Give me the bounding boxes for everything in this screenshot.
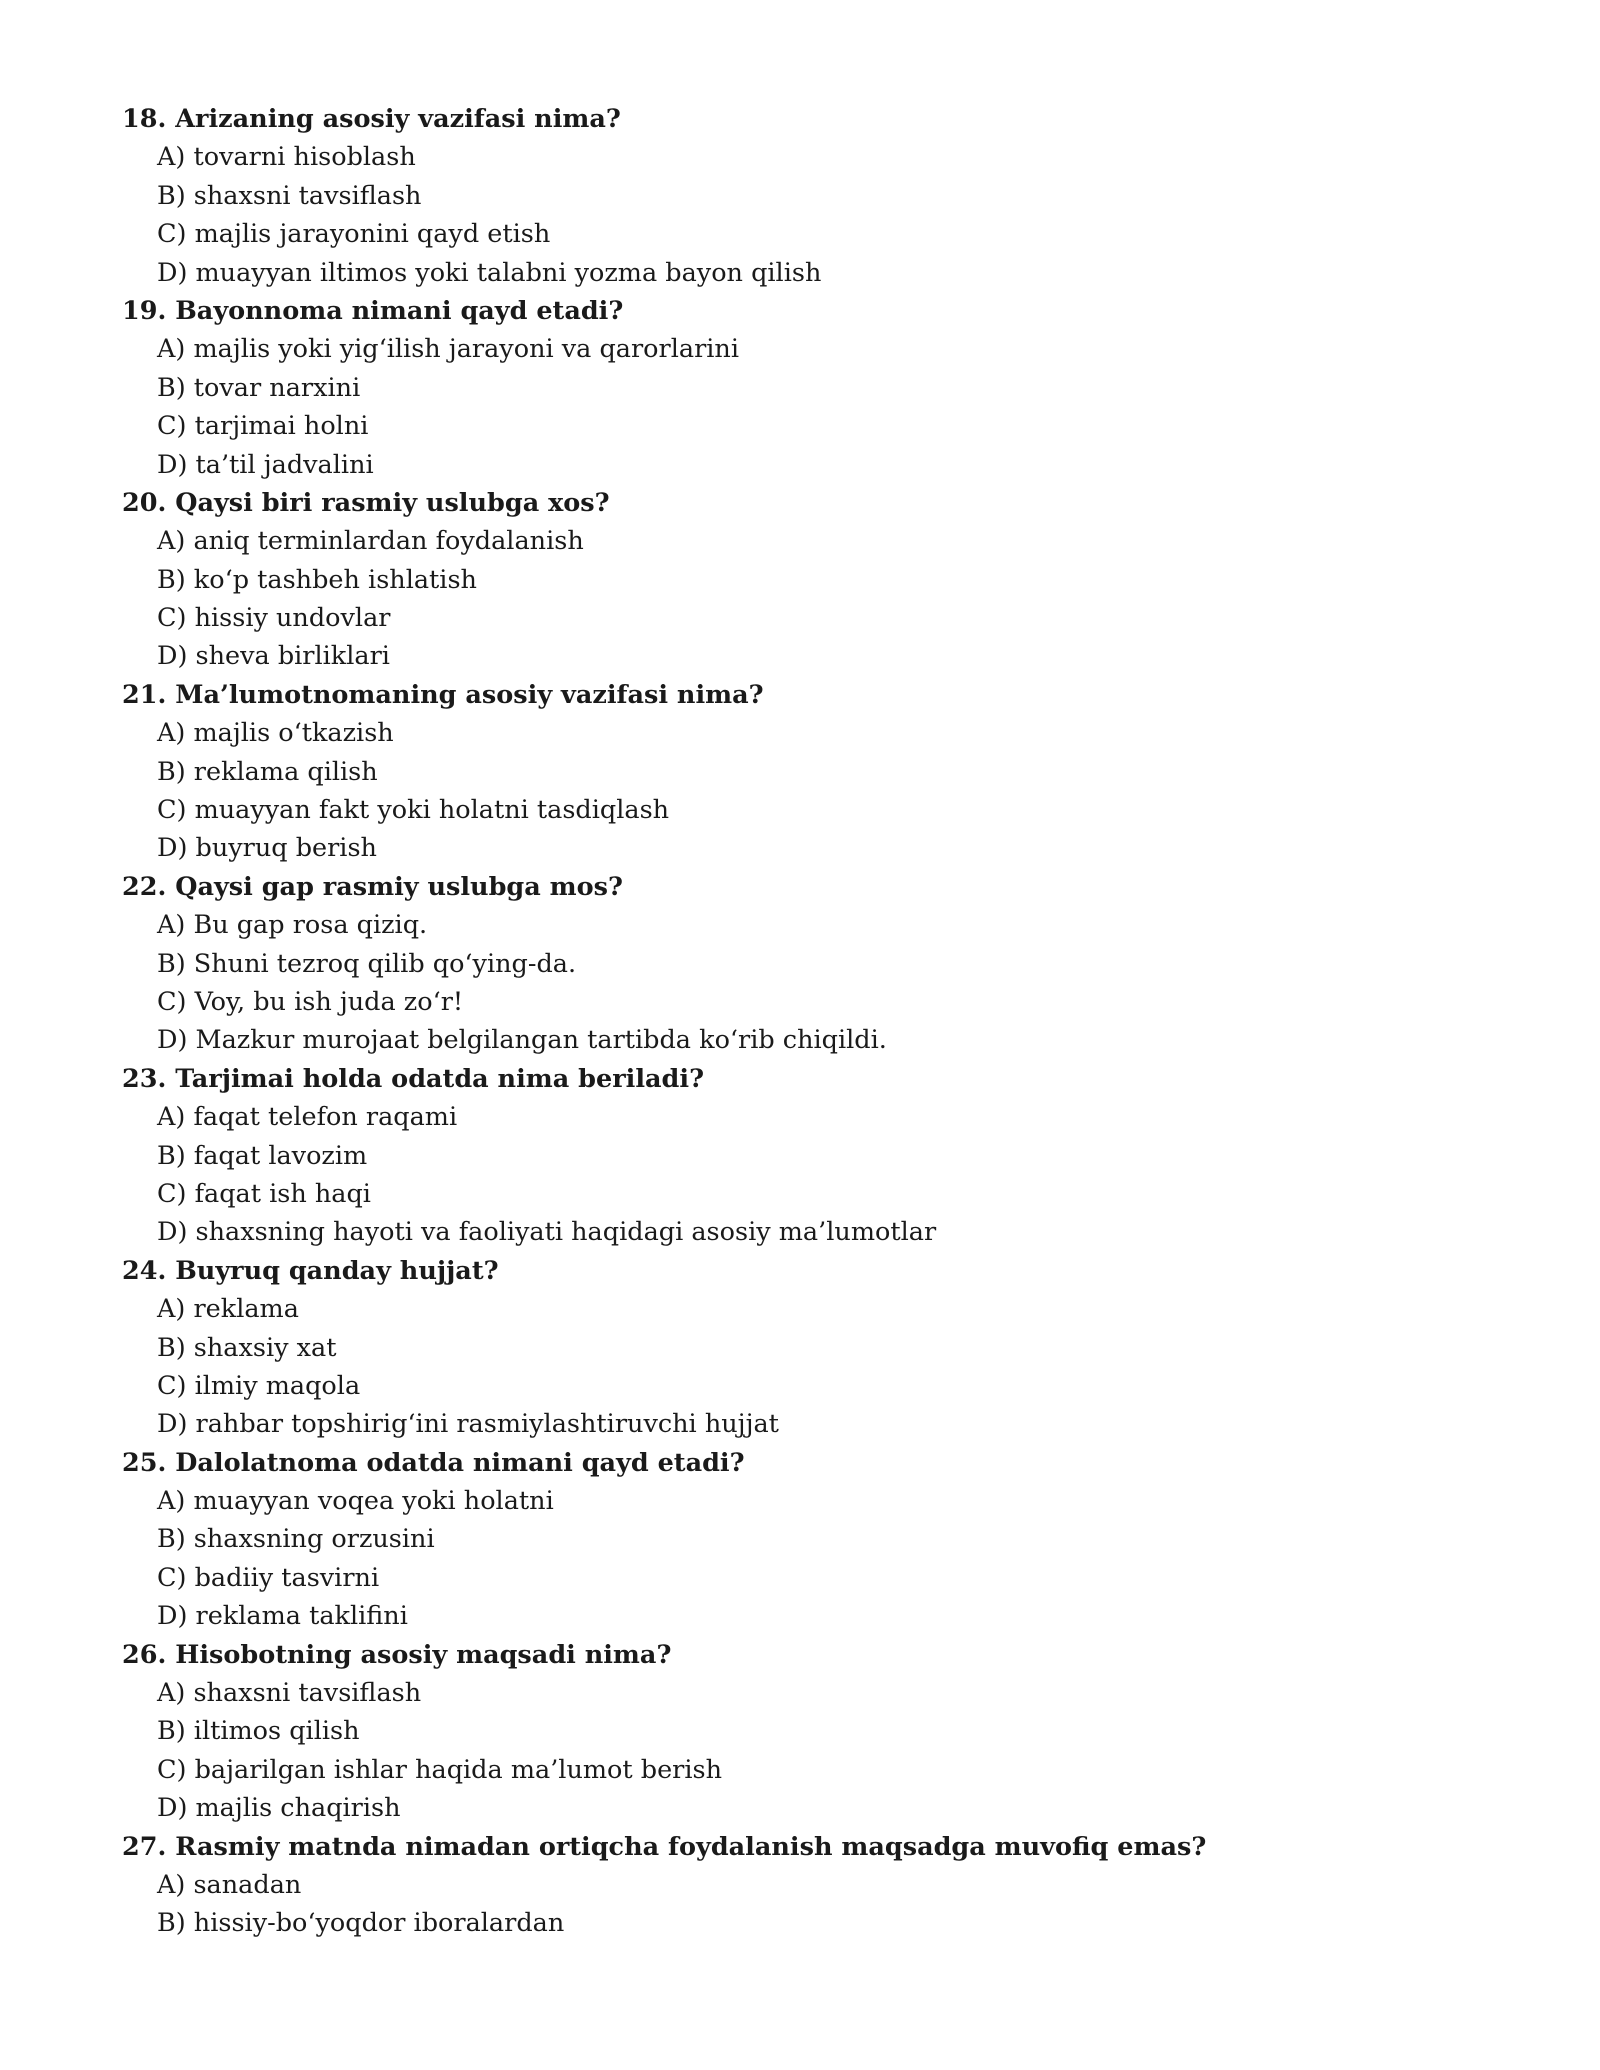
option-a: A) shaxsni tavsiflash [157, 1678, 422, 1709]
question-23 [122, 1060, 1522, 1252]
option-c: C) bajarilgan ishlar haqida ma’lumot berish [157, 1754, 723, 1785]
option-a: A) Bu gap rosa qiziq. [157, 910, 428, 941]
question-title: 22. Qaysi gap rasmiy uslubga mos? [122, 871, 623, 902]
question-21 [122, 676, 1522, 868]
option-d: D) reklama taklifini [157, 1601, 408, 1632]
question-title: 27. Rasmiy matnda nimadan ortiqcha foydalanish maqsadga muvofiq emas? [122, 1831, 1207, 1862]
option-d: D) ta’til jadvalini [157, 449, 374, 480]
option-b: B) shaxsning orzusini [157, 1524, 435, 1555]
option-a: A) majlis yoki yig‘ilish jarayoni va qarorlarini [157, 334, 740, 365]
question-24 [122, 1252, 1522, 1444]
option-b: B) hissiy-bo‘yoqdor iboralardan [157, 1908, 565, 1939]
option-c: C) badiiy tasvirni [157, 1562, 380, 1593]
option-a: A) reklama [157, 1294, 299, 1325]
option-c: C) tarjimai holni [157, 411, 369, 442]
question-title: 20. Qaysi biri rasmiy uslubga xos? [122, 487, 610, 518]
question-title: 19. Bayonnoma nimani qayd etadi? [122, 295, 624, 326]
question-title: 18. Arizaning asosiy vazifasi nima? [122, 104, 621, 134]
question-19 [122, 292, 1522, 484]
question-title: 26. Hisobotning asosiy maqsadi nima? [122, 1639, 672, 1670]
option-b: B) tovar narxini [157, 372, 361, 403]
option-d: D) Mazkur murojaat belgilangan tartibda ko‘rib chiqildi. [157, 1025, 887, 1056]
option-a: A) aniq terminlardan foydalanish [157, 526, 584, 557]
question-22 [122, 868, 1522, 1060]
option-d: D) buyruq berish [157, 833, 377, 864]
option-b: B) faqat lavozim [157, 1140, 368, 1171]
question-list [122, 100, 1522, 1943]
option-a: A) muayyan voqea yoki holatni [157, 1486, 554, 1517]
option-c: C) ilmiy maqola [157, 1370, 361, 1401]
question-20 [122, 484, 1522, 676]
option-a: A) tovarni hisoblash [157, 142, 416, 173]
question-title: 23. Tarjimai holda odatda nima beriladi? [122, 1063, 705, 1094]
option-c: C) Voy, bu ish juda zo‘r! [157, 986, 464, 1017]
option-c: C) hissiy undovlar [157, 603, 391, 634]
option-d: D) muayyan iltimos yoki talabni yozma bayon qilish [157, 257, 822, 288]
question-title: 21. Ma’lumotnomaning asosiy vazifasi nima? [122, 679, 764, 710]
option-b: B) shaxsiy xat [157, 1332, 337, 1363]
option-a: A) faqat telefon raqami [157, 1102, 458, 1133]
option-b: B) ko‘p tashbeh ishlatish [157, 564, 477, 595]
question-25 [122, 1444, 1522, 1636]
option-c: C) majlis jarayonini qayd etish [157, 219, 551, 250]
option-d: D) majlis chaqirish [157, 1793, 401, 1824]
option-a: A) majlis o‘tkazish [157, 718, 394, 749]
option-c: C) muayyan fakt yoki holatni tasdiqlash [157, 795, 670, 826]
option-d: D) sheva birliklari [157, 641, 390, 672]
option-b: B) reklama qilish [157, 756, 378, 787]
option-d: D) rahbar topshirig‘ini rasmiylashtiruvchi hujjat [157, 1409, 779, 1440]
option-c: C) faqat ish haqi [157, 1178, 371, 1209]
question-26 [122, 1636, 1522, 1828]
option-b: B) Shuni tezroq qilib qo‘ying-da. [157, 948, 577, 979]
option-d: D) shaxsning hayoti va faoliyati haqidagi asosiy ma’lumotlar [157, 1217, 937, 1248]
option-a: A) sanadan [157, 1869, 302, 1900]
option-b: B) shaxsni tavsiflash [157, 180, 422, 211]
question-27 [122, 1828, 1522, 1943]
question-title: 24. Buyruq qanday hujjat? [122, 1255, 499, 1286]
question-title: 25. Dalolatnoma odatda nimani qayd etadi? [122, 1447, 745, 1478]
option-b: B) iltimos qilish [157, 1716, 360, 1747]
question-18 [122, 100, 1522, 292]
